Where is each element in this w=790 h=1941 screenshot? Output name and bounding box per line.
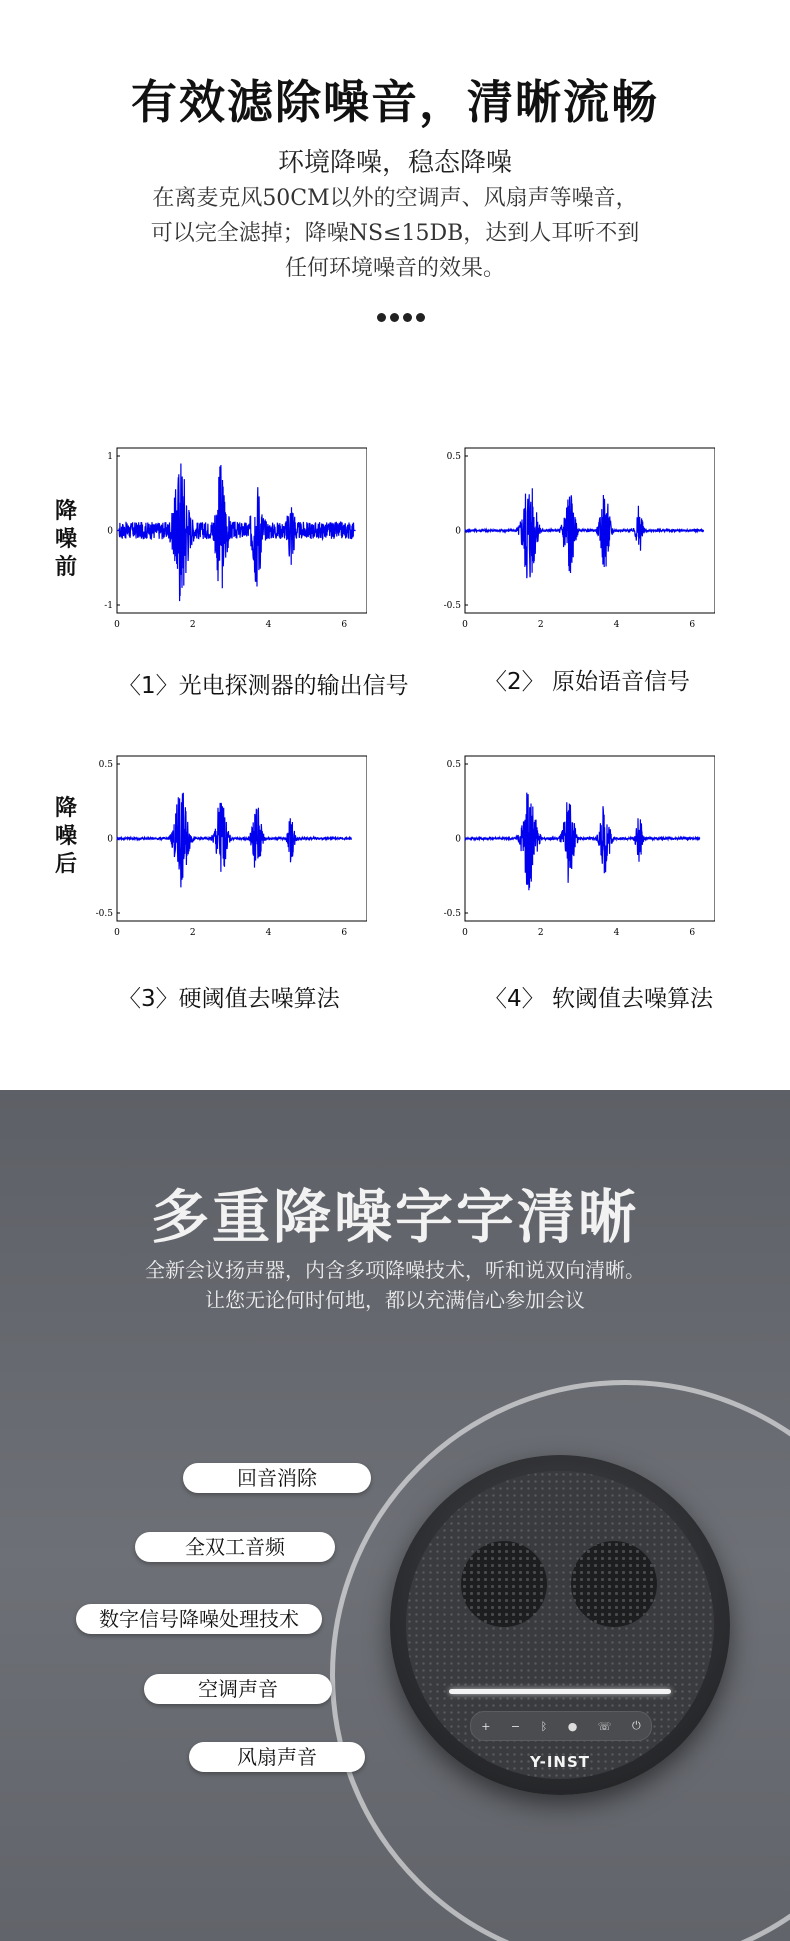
- x-tick-label: 0: [114, 928, 120, 938]
- multi-noise-reduction-section: [0, 1090, 790, 1941]
- section-title: 多重降噪字字清晰: [150, 1183, 639, 1251]
- x-tick-label: 4: [265, 928, 272, 938]
- caption-plot-4: 〈4〉 软阈值去噪算法: [484, 986, 713, 1012]
- x-tick-label: 2: [537, 928, 544, 938]
- x-tick-label: 0: [462, 928, 468, 938]
- y-tick-label: -1: [104, 601, 113, 611]
- x-tick-label: 2: [189, 620, 196, 630]
- y-tick-label: 0.5: [98, 760, 113, 770]
- section-description-line: 全新会议扬声器，内含多项降噪技术，听和说双向清晰。: [145, 1258, 645, 1282]
- feature-ac-noise: 空调声音: [144, 1674, 332, 1704]
- description-line: 可以完全滤掉；降噪NS≤15DB，达到人耳听不到: [150, 221, 640, 246]
- power-icon: ⏻: [632, 1719, 641, 1732]
- y-tick-label: 0.5: [446, 452, 461, 462]
- speakerphone-device: [390, 1455, 730, 1795]
- dots-divider: [377, 313, 425, 322]
- side-label-char: 噪: [54, 527, 77, 552]
- y-tick-label: 0: [455, 526, 461, 537]
- y-tick-label: 0: [107, 526, 113, 537]
- waveform-plot-detector-output: [92, 440, 367, 635]
- x-tick-label: 4: [613, 928, 620, 938]
- x-tick-label: 6: [341, 928, 348, 938]
- x-tick-label: 4: [265, 620, 272, 630]
- y-tick-label: 1: [107, 452, 113, 462]
- x-tick-label: 4: [613, 620, 620, 630]
- page-title: 有效滤除噪音，清晰流畅: [131, 75, 659, 129]
- waveform-plot-hard-threshold: [92, 748, 367, 943]
- feature-fan-noise: 风扇声音: [189, 1742, 365, 1772]
- side-label-char: 噪: [54, 824, 77, 849]
- y-tick-label: -0.5: [443, 601, 461, 611]
- caption-plot-2: 〈2〉 原始语音信号: [484, 669, 690, 695]
- waveform-svg: [440, 748, 715, 943]
- y-tick-label: -0.5: [443, 909, 461, 919]
- light-bar: [449, 1689, 671, 1694]
- x-tick-label: 0: [114, 620, 120, 630]
- y-tick-label: 0: [107, 834, 113, 845]
- section-description-line: 让您无论何时何地，都以充满信心参加会议: [205, 1288, 585, 1312]
- control-panel: [470, 1711, 652, 1741]
- y-tick-label: -0.5: [95, 909, 113, 919]
- waveform-svg: [92, 440, 367, 635]
- feature-dsp-noise: 数字信号降噪处理技术: [76, 1604, 322, 1634]
- feature-echo-cancel: 回音消除: [183, 1463, 371, 1493]
- bluetooth-icon: ᛒ: [540, 1719, 548, 1733]
- caption-plot-1: 〈1〉光电探测器的输出信号: [118, 673, 409, 699]
- volume-up-icon: +: [481, 1719, 491, 1733]
- speaker-driver-left: [461, 1541, 547, 1627]
- side-label-char: 降: [54, 499, 77, 524]
- waveform-plot-original-speech: [440, 440, 715, 635]
- waveform-plot-soft-threshold: [440, 748, 715, 943]
- description-line: 在离麦克风50CM以外的空调声、风扇声等噪音，: [152, 186, 638, 211]
- waveform-svg: [92, 748, 367, 943]
- subtitle: 环境降噪，稳态降噪: [277, 148, 512, 178]
- description-line: 任何环境噪音的效果。: [284, 256, 505, 281]
- brand-logo: Y-INST: [529, 1753, 591, 1771]
- side-label-char: 后: [54, 852, 77, 877]
- caption-plot-3: 〈3〉硬阈值去噪算法: [118, 986, 340, 1012]
- x-tick-label: 6: [341, 620, 348, 630]
- side-label-after: [53, 795, 79, 879]
- section-description: [0, 1255, 790, 1315]
- x-tick-label: 6: [689, 928, 696, 938]
- description: [0, 181, 790, 286]
- speaker-grille: [406, 1471, 714, 1779]
- phone-icon: ☏: [597, 1719, 612, 1733]
- waveform-svg: [440, 440, 715, 635]
- side-label-char: 前: [54, 555, 77, 580]
- x-tick-label: 2: [537, 620, 544, 630]
- side-label-char: 降: [54, 796, 77, 821]
- feature-full-duplex: 全双工音频: [135, 1532, 335, 1562]
- y-tick-label: 0.5: [446, 760, 461, 770]
- volume-down-icon: −: [510, 1719, 521, 1733]
- y-tick-label: 0: [455, 834, 461, 845]
- speaker-driver-right: [571, 1541, 657, 1627]
- x-tick-label: 2: [189, 928, 196, 938]
- mic-icon: ●: [567, 1719, 578, 1733]
- x-tick-label: 6: [689, 620, 696, 630]
- x-tick-label: 0: [462, 620, 468, 630]
- side-label-before: [53, 498, 79, 582]
